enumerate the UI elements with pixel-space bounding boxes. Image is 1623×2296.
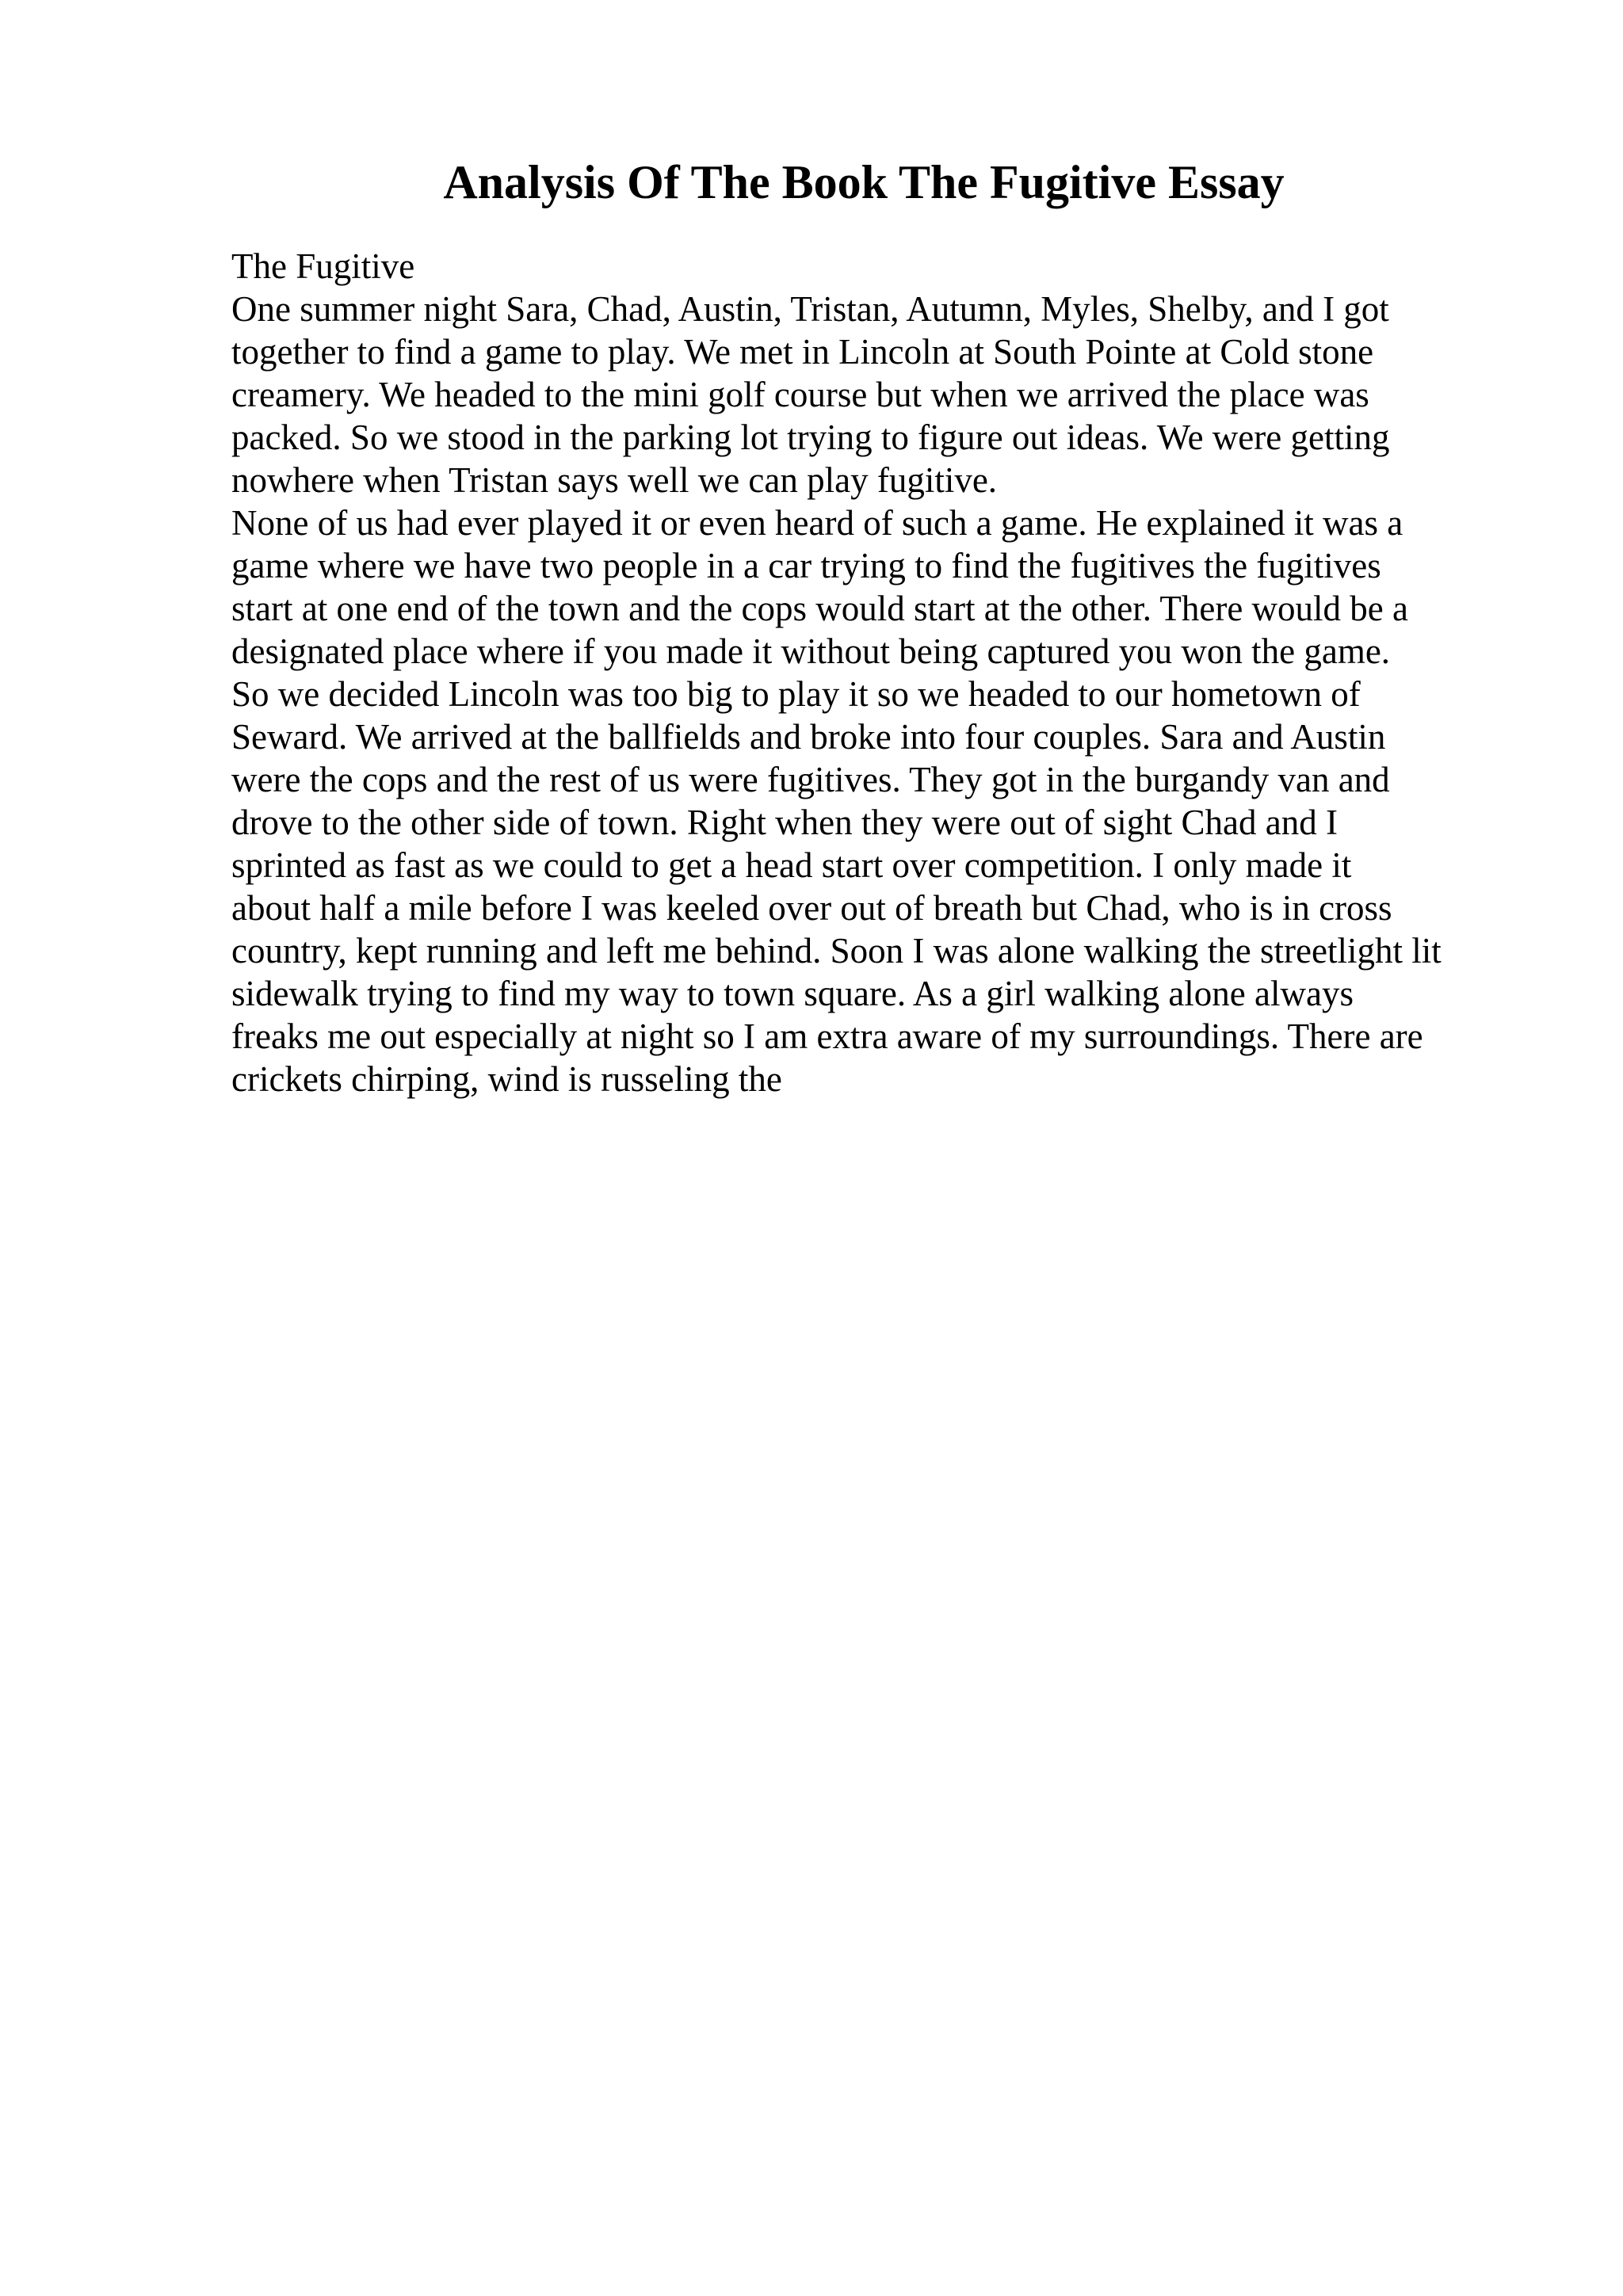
body-line: nowhere when Tristan says well we can play fugitive. <box>231 460 998 500</box>
body-line: None of us had ever played it or even heard of such a game. He explained it was a <box>231 503 1403 543</box>
body-line: start at one end of the town and the cops would start at the other. There would be a <box>231 589 1408 628</box>
body-line: One summer night Sara, Chad, Austin, Tristan, Autumn, Myles, Shelby, and I got <box>231 289 1389 329</box>
body-line: were the cops and the rest of us were fugitives. They got in the burgandy van and <box>231 760 1390 799</box>
body-line: crickets chirping, wind is russeling the <box>231 1059 782 1099</box>
document-body <box>231 245 1531 1100</box>
body-line: freaks me out especially at night so I am extra aware of my surroundings. There are <box>231 1016 1423 1056</box>
body-line: country, kept running and left me behind. Soon I was alone walking the streetlight lit <box>231 931 1442 971</box>
body-line: sidewalk trying to find my way to town square. As a girl walking alone always <box>231 974 1354 1013</box>
body-line: packed. So we stood in the parking lot trying to figure out ideas. We were getting <box>231 418 1390 457</box>
body-line: together to find a game to play. We met in Lincoln at South Pointe at Cold stone <box>231 332 1374 372</box>
body-line: sprinted as fast as we could to get a head start over competition. I only made it <box>231 845 1352 885</box>
body-line: about half a mile before I was keeled over out of breath but Chad, who is in cross <box>231 888 1392 928</box>
body-line: Seward. We arrived at the ballfields and broke into four couples. Sara and Austin <box>231 717 1386 757</box>
body-line: creamery. We headed to the mini golf course but when we arrived the place was <box>231 375 1369 414</box>
body-line: The Fugitive <box>231 246 415 286</box>
body-line: So we decided Lincoln was too big to play it so we headed to our hometown of <box>231 674 1361 714</box>
body-line: designated place where if you made it without being captured you won the game. <box>231 631 1391 671</box>
body-line: game where we have two people in a car trying to find the fugitives the fugitives <box>231 546 1381 585</box>
body-line: drove to the other side of town. Right when they were out of sight Chad and I <box>231 803 1338 842</box>
document-title: Analysis Of The Book The Fugitive Essay <box>443 156 1285 208</box>
